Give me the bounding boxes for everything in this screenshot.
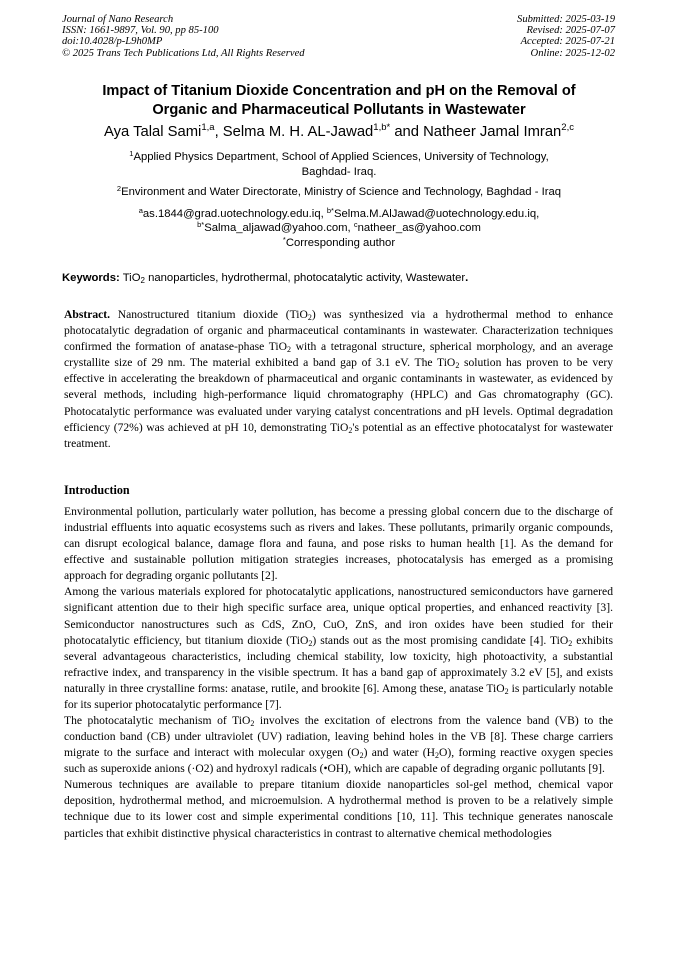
intro-paragraph-3 (64, 713, 613, 777)
email-a-sup: a (138, 206, 143, 215)
journal-doi: doi:10.4028/p-L9h0MP (62, 36, 163, 48)
date-accepted: Accepted: 2025-07-21 (520, 36, 615, 48)
abstract (64, 307, 613, 452)
email-b2[interactable]: Salma_aljawad@yahoo.com, (204, 222, 354, 235)
abstract-sub-4: 2 (348, 425, 353, 435)
email-c-sup: c (353, 220, 358, 230)
author-and: and (390, 124, 424, 140)
email-c[interactable]: natheer_as@yahoo.com (357, 222, 481, 235)
affiliation-1 (62, 150, 616, 180)
abstract-sub-3: 2 (455, 361, 460, 371)
abstract-text-3: with a tetragonal structure, spherical morphology, and an average crystallite size of 29 nm. The material exhibited a band gap of 3.1 eV. The TiO (64, 340, 614, 370)
journal-issn: ISSN: 1661-9897, Vol. 90, pp 85-100 (62, 25, 219, 37)
author-emails (62, 207, 616, 250)
intro-p3-b: involves the excitation of electrons from the valence band (VB) to the conduction band (CB) under ultraviolet (UV) radiation, leaving behind holes in the VB [8]. These charge carriers migrate to the surface and interact with molecular oxygen (O (64, 714, 614, 760)
intro-p2-sub-1: 2 (308, 638, 313, 648)
corresponding-author-note: Corresponding author (285, 236, 396, 249)
email-a[interactable]: as.1844@grad.uotechnology.edu.iq, (142, 208, 327, 220)
abstract-text-2: ) was synthesized via a hydrothermal method to enhance photocatalytic degradation of organic and pharmaceutical contaminants in wastewater. Characterization techniques confirmed the formation of anatase-phase TiO (64, 308, 613, 354)
introduction-body (64, 504, 613, 842)
intro-p3-sub-1: 2 (250, 719, 255, 729)
email-b[interactable]: Selma.M.AlJawad@uotechnology.edu.iq, (333, 208, 540, 220)
keywords-list: nanoparticles, hydrothermal, photocatalytic activity, Wastewater (144, 272, 466, 284)
author-3-sup: 2,c (561, 122, 574, 133)
author-1: Aya Talal Sami (104, 124, 202, 140)
intro-paragraph-4: Numerous techniques are available to prepare titanium dioxide nanoparticles sol-gel method, chemical vapor deposition, hydrothermal method, and microemulsion. A hydrothermal method is proven to be a relatively simple technique due to its lower cost and simple experimental conditions [10, 11]. This technique generates nanoscale particles that exhibit distinctive physical characteristics in contrast to alternative chemical methodologies (64, 778, 613, 840)
date-online: Online: 2025-12-02 (530, 47, 615, 59)
intro-p3-d: O), forming reactive oxygen species such as superoxide anions (·O2) and hydroxyl radicals (•OH), which are capable of degrading organic pollutants [9]. (64, 746, 613, 776)
intro-p2-b: ) stands out as the most promising candidate [4]. TiO (312, 633, 569, 647)
affiliation-2 (62, 185, 616, 200)
intro-p3-sub-3: 2 (435, 751, 440, 761)
author-sep: , (214, 124, 223, 140)
affiliation-1-num: 1 (129, 149, 134, 158)
section-heading-introduction: Introduction (64, 483, 130, 497)
title-line-1: Impact of Titanium Dioxide Concentration and pH on the Removal of (102, 83, 576, 99)
affiliation-2-text: Environment and Water Directorate, Ministry of Science and Technology, Baghdad - Iraq (121, 186, 562, 198)
intro-p2-d: is particularly notable for its superior photocatalytic performance [7]. (64, 681, 613, 711)
date-submitted: Submitted: 2025-03-19 (517, 14, 615, 25)
author-2-sup: 1,b* (373, 122, 391, 133)
publication-dates (517, 14, 615, 59)
abstract-sub-2: 2 (286, 345, 291, 355)
affiliation-1-line-2: Baghdad- Iraq. (301, 166, 377, 179)
abstract-sub-1: 2 (307, 313, 312, 322)
abstract-text-1: Nanostructured titanium dioxide (TiO (110, 308, 308, 321)
intro-p3-a: The photocatalytic mechanism of TiO (64, 714, 251, 728)
date-revised: Revised: 2025-07-07 (526, 25, 615, 37)
keywords-tio-sub: 2 (140, 276, 145, 285)
author-2: Selma M. H. AL-Jawad (222, 124, 374, 140)
journal-copyright: © 2025 Trans Tech Publications Ltd, All Rights Reserved (62, 47, 305, 59)
corresponding-sup: * (282, 234, 286, 244)
intro-paragraph-1: Environmental pollution, particularly water pollution, has become a pressing global concern due to the discharge of industrial effluents into aquatic ecosystems such as rivers and lakes. These pollutants, primarily organic compounds, can disrupt ecological balance, damage flora and fauna, and pose risks to human health [1]. As the demand for effective and sustainable pollution mitigation strategies increases, photocatalysis has emerged as a promising approach for degrading organic pollutants [2]. (64, 505, 613, 583)
keywords-period: . (465, 272, 469, 284)
author-1-sup: 1,a (201, 122, 215, 133)
abstract-text-4: solution has proven to be very effective in accelerating the breakdown of pharmaceutical and organic contaminants in wastewater, as evidenced by several methods, including high-performance liquid chromatography (HPLC) and Gas chromatography (GC). Photocatalytic performance was evaluated under varying catalyst concentrations and pH levels. Optimal degradation efficiency (72%) was achieved at pH 10, demonstrating TiO (64, 356, 614, 434)
email-b-sup: b* (326, 206, 334, 215)
intro-p3-sub-2: 2 (359, 751, 364, 761)
affiliation-1-line-1: Applied Physics Department, School of Applied Sciences, University of Technology, (133, 151, 549, 163)
abstract-label: Abstract. (64, 308, 111, 321)
intro-p2-sub-2: 2 (568, 638, 573, 648)
intro-paragraph-2 (64, 584, 613, 713)
intro-p3-c: ) and water (H (363, 746, 436, 760)
keywords (62, 271, 622, 285)
title-line-2: Organic and Pharmaceutical Pollutants in Wastewater (152, 102, 526, 118)
keywords-label: Keywords: (62, 272, 120, 284)
intro-p2-c: exhibits several advantageous characteristics, including chemical stability, low toxicity, high photoactivity, a substantial refractive index, and transparency in the visible spectrum. It has a band gap of approximately 3.2 eV [5], and exists naturally in three crystalline forms: anatase, rutile, and brookite [6]. Among these, anatase TiO (64, 633, 613, 695)
journal-name: Journal of Nano Research (62, 14, 174, 25)
journal-info (62, 14, 305, 59)
author-list (62, 123, 616, 141)
abstract-text-5: 's potential as an effective photocatalyst for wastewater treatment. (64, 420, 614, 450)
keywords-tio: TiO (119, 272, 141, 284)
affiliation-2-num: 2 (116, 184, 122, 193)
intro-p2-a: Among the various materials explored for photocatalytic applications, nanostructured semiconductors have garnered significant attention due to their high specific surface area, unique optical properties, and enhanced reactivity [3]. Semiconductor nanostructures such as CdS, ZnO, CuO, ZnS, and iron oxides have been studied for their photocatalytic efficiency, but titanium dioxide (TiO (64, 585, 613, 647)
intro-p2-sub-3: 2 (504, 686, 509, 696)
author-3: Natheer Jamal Imran (423, 124, 562, 140)
paper-title (62, 82, 616, 120)
email-b2-sup: b* (197, 220, 205, 230)
